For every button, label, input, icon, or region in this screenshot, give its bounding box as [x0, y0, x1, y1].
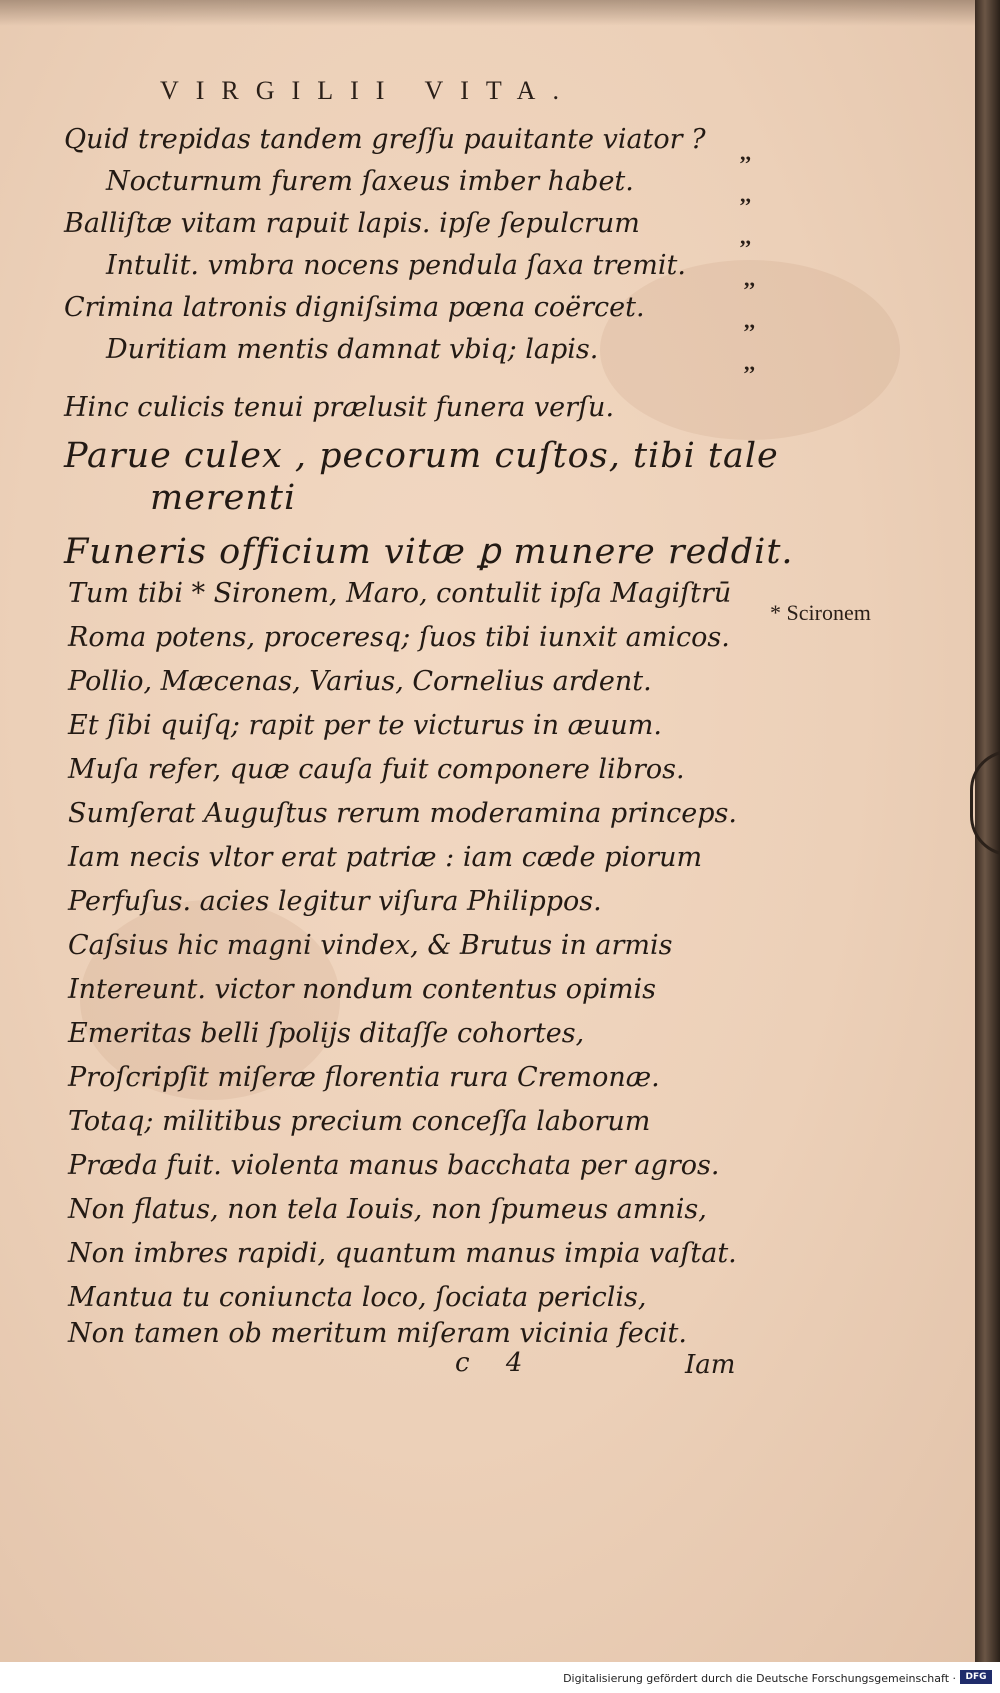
- quote-mark-2: ,,: [740, 182, 751, 207]
- body-line-4: Et ſibi quiſq; rapit per te victurus in æuum.: [68, 710, 662, 741]
- body-line-15: Non flatus, non tela Iouis, non ſpumeus amnis,: [68, 1194, 707, 1225]
- epitaph-line-3: Balliſtæ vitam rapuit lapis. ipſe ſepulcrum: [64, 208, 640, 239]
- body-line-16: Non imbres rapidi, quantum manus impia vaſtat.: [68, 1238, 737, 1269]
- body-line-17: Mantua tu coniuncta loco, ſociata periclis,: [68, 1282, 647, 1313]
- catchword: Iam: [685, 1350, 736, 1380]
- running-head: VIRGILII VITA.: [160, 76, 576, 105]
- marginal-note: * Scironem: [770, 600, 871, 625]
- footer-credit: Digitalisierung gefördert durch die Deutsche Forschungsgemeinschaft ·: [563, 1672, 956, 1685]
- body-line-1: Tum tibi * Sironem, Maro, contulit ipſa Magiſtrū: [68, 578, 732, 609]
- signature-mark: c 4: [455, 1348, 537, 1378]
- epitaph-line-6: Duritiam mentis damnat vbiq; lapis.: [106, 334, 599, 365]
- body-line-11: Emeritas belli ſpolijs ditaſſe cohortes,: [68, 1018, 585, 1049]
- quote-mark-5: ,,: [744, 308, 755, 333]
- page-top-shadow: [0, 0, 975, 26]
- epitaph-line-2: Nocturnum furem ſaxeus imber habet.: [106, 166, 634, 197]
- quote-mark-3: ,,: [740, 224, 751, 249]
- body-line-14: Præda fuit. violenta manus bacchata per agros.: [68, 1150, 720, 1181]
- body-line-12: Proſcripſit miſeræ florentia rura Cremonæ.: [68, 1062, 660, 1093]
- culex-line-1: Parue culex , pecorum cuſtos, tibi tale: [64, 436, 779, 476]
- intro-line: Hinc culicis tenui prælusit funera verſu.: [64, 392, 615, 423]
- quote-mark-4: ,,: [744, 266, 755, 291]
- body-line-7: Iam necis vltor erat patriæ : iam cæde piorum: [68, 842, 703, 873]
- body-line-3: Pollio, Mæcenas, Varius, Cornelius ardent.: [68, 666, 652, 697]
- epitaph-line-1: Quid trepidas tandem greſſu pauitante viator ?: [64, 124, 706, 155]
- body-line-13: Totaq; militibus precium conceſſa laborum: [68, 1106, 651, 1137]
- culex-line-3: Funeris officium vitæ ꝑ munere reddit.: [64, 532, 794, 572]
- dfg-logo: DFG: [960, 1670, 992, 1684]
- body-line-10: Intereunt. victor nondum contentus opimis: [68, 974, 656, 1005]
- quote-mark-6: ,,: [744, 350, 755, 375]
- body-line-8: Perfuſus. acies legitur viſura Philippos.: [68, 886, 602, 917]
- body-line-6: Sumſerat Auguſtus rerum moderamina princeps.: [68, 798, 737, 829]
- body-line-18: Non tamen ob meritum miſeram vicinia fecit.: [68, 1318, 687, 1349]
- epitaph-line-4: Intulit. vmbra nocens pendula ſaxa tremit.: [106, 250, 686, 281]
- body-line-5: Muſa refer, quæ cauſa fuit componere libros.: [68, 754, 685, 785]
- body-line-2: Roma potens, proceresq; ſuos tibi iunxit amicos.: [68, 622, 730, 653]
- epitaph-line-5: Crimina latronis digniſsima pœna coërcet.: [64, 292, 645, 323]
- body-line-9: Caſsius hic magni vindex, & Brutus in armis: [68, 930, 673, 961]
- culex-line-2: merenti: [150, 478, 297, 518]
- quote-mark-1: ,,: [740, 140, 751, 165]
